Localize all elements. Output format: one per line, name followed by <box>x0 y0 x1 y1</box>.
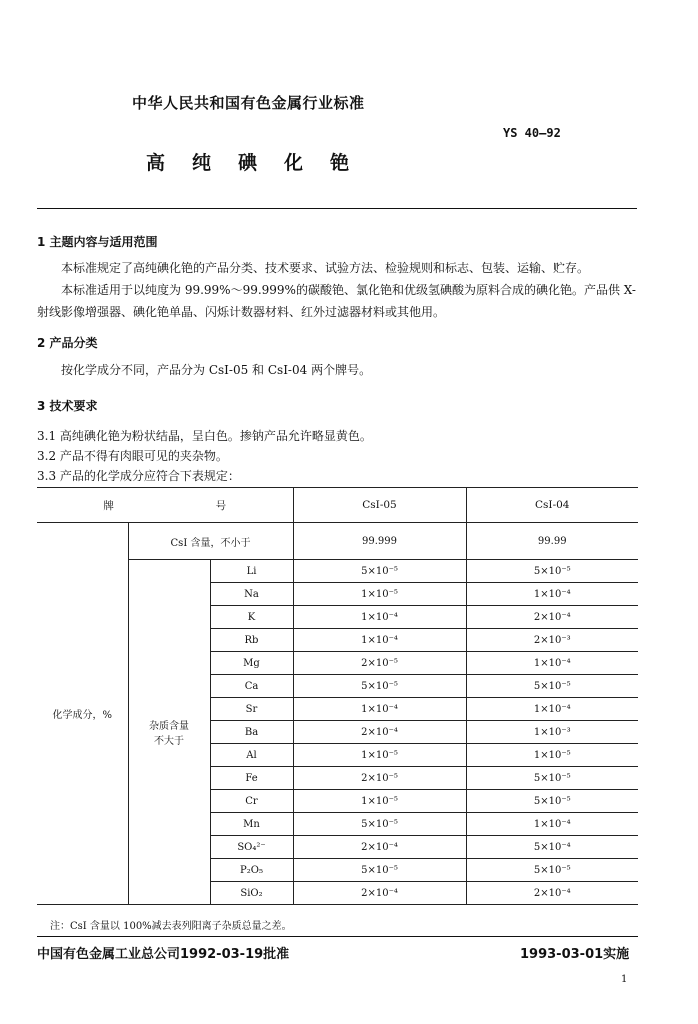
chemical-composition-label: 化学成分，% <box>37 523 128 905</box>
csi-04-impurity-value: 5×10⁻⁴ <box>466 836 638 859</box>
csi-05-impurity-value: 2×10⁻⁵ <box>293 652 466 675</box>
csi-05-impurity-value: 2×10⁻⁴ <box>293 882 466 905</box>
impurity-label-line-1: 杂质含量 <box>149 721 189 732</box>
table-note: 注：CsI 含量以 100%减去表列阳离子杂质总量之差。 <box>50 921 292 932</box>
csi-04-impurity-value: 1×10⁻⁵ <box>466 744 638 767</box>
grade-header-cell <box>37 488 293 523</box>
csi-05-impurity-value: 1×10⁻⁵ <box>293 790 466 813</box>
csi-05-impurity-value: 2×10⁻⁴ <box>293 721 466 744</box>
footer-divider <box>37 936 638 937</box>
csi-05-impurity-value: 1×10⁻⁴ <box>293 629 466 652</box>
implementation-date: 1993-03-01实施 <box>520 947 630 962</box>
section-3-heading: 3 技术要求 <box>37 399 98 413</box>
csi-04-impurity-value: 1×10⁻⁴ <box>466 698 638 721</box>
csi-04-impurity-value: 2×10⁻⁴ <box>466 882 638 905</box>
approval-info: 中国有色金属工业总公司1992-03-19批准 <box>37 947 290 962</box>
csi-05-impurity-value: 1×10⁻⁴ <box>293 606 466 629</box>
csi-05-impurity-value: 1×10⁻⁵ <box>293 744 466 767</box>
csi-05-impurity-value: 1×10⁻⁴ <box>293 698 466 721</box>
impurity-element: Al <box>210 744 293 767</box>
csi-04-impurity-value: 5×10⁻⁵ <box>466 675 638 698</box>
item-3-1: 3.1 高纯碘化铯为粉状结晶，呈白色。掺钠产品允许略显黄色。 <box>37 429 372 443</box>
csi-04-impurity-value: 1×10⁻⁴ <box>466 583 638 606</box>
document-title: 高纯碘化铯 <box>146 152 377 174</box>
section-2-heading: 2 产品分类 <box>37 336 98 350</box>
csi-05-impurity-value: 5×10⁻⁵ <box>293 813 466 836</box>
csi-content-row <box>37 523 638 560</box>
section-2-paragraph: 按化学成分不同，产品分为 CsI-05 和 CsI-04 两个牌号。 <box>61 363 372 377</box>
chemical-composition-table <box>37 487 638 905</box>
csi-content-label: CsI 含量，不小于 <box>128 523 293 560</box>
csi-05-impurity-value: 1×10⁻⁵ <box>293 583 466 606</box>
section-1-paragraph-2: 本标准适用于以纯度为 99.99%～99.999%的碳酸铯、氯化铯和优级氢碘酸为原料合成的碘化铯。产品供 X-射线影像增强器、碘化铯单晶、闪烁计数器材料、红外过滤器材料或其他用。 <box>37 283 636 319</box>
csi-04-impurity-value: 5×10⁻⁵ <box>466 560 638 583</box>
csi-04-impurity-value: 1×10⁻⁴ <box>466 652 638 675</box>
impurity-element: Ba <box>210 721 293 744</box>
impurity-element: Cr <box>210 790 293 813</box>
csi-04-impurity-value: 1×10⁻³ <box>466 721 638 744</box>
csi-05-impurity-value: 5×10⁻⁵ <box>293 675 466 698</box>
section-1-heading: 1 主题内容与适用范围 <box>37 235 158 249</box>
csi-05-impurity-value: 2×10⁻⁴ <box>293 836 466 859</box>
impurity-element: Mn <box>210 813 293 836</box>
grade-csi-04-header: CsI-04 <box>466 488 638 523</box>
header-divider <box>37 208 637 209</box>
csi-04-impurity-value: 2×10⁻³ <box>466 629 638 652</box>
impurity-element: Fe <box>210 767 293 790</box>
csi-04-impurity-value: 5×10⁻⁵ <box>466 767 638 790</box>
impurity-element: Ca <box>210 675 293 698</box>
grade-csi-05-header: CsI-05 <box>293 488 466 523</box>
impurity-label-line-2: 不大于 <box>154 736 184 747</box>
csi-05-content-value: 99.999 <box>293 523 466 560</box>
csi-04-impurity-value: 5×10⁻⁵ <box>466 790 638 813</box>
impurity-row <box>37 560 638 583</box>
grade-header-char-2: 号 <box>215 499 227 512</box>
org-standard-header: 中华人民共和国有色金属行业标准 <box>132 94 365 112</box>
impurity-element: Na <box>210 583 293 606</box>
impurity-element: Li <box>210 560 293 583</box>
page-number: 1 <box>621 974 628 985</box>
impurity-element: Mg <box>210 652 293 675</box>
csi-04-impurity-value: 5×10⁻⁵ <box>466 859 638 882</box>
impurity-element: P₂O₅ <box>210 859 293 882</box>
impurity-element: SO₄²⁻ <box>210 836 293 859</box>
impurity-element: K <box>210 606 293 629</box>
item-3-2: 3.2 产品不得有肉眼可见的夹杂物。 <box>37 449 228 463</box>
csi-04-content-value: 99.99 <box>466 523 638 560</box>
csi-05-impurity-value: 5×10⁻⁵ <box>293 560 466 583</box>
standard-code: YS 40—92 <box>503 126 561 140</box>
impurity-content-label <box>128 560 210 905</box>
csi-05-impurity-value: 5×10⁻⁵ <box>293 859 466 882</box>
table-header-row <box>37 488 638 523</box>
impurity-element: Rb <box>210 629 293 652</box>
section-1-paragraph-1: 本标准规定了高纯碘化铯的产品分类、技术要求、试验方法、检验规则和标志、包装、运输、贮存。 <box>61 261 590 275</box>
csi-04-impurity-value: 2×10⁻⁴ <box>466 606 638 629</box>
impurity-element: SiO₂ <box>210 882 293 905</box>
csi-04-impurity-value: 1×10⁻⁴ <box>466 813 638 836</box>
item-3-3: 3.3 产品的化学成分应符合下表规定： <box>37 469 240 483</box>
grade-header-char-1: 牌 <box>103 499 114 512</box>
impurity-element: Sr <box>210 698 293 721</box>
csi-05-impurity-value: 2×10⁻⁵ <box>293 767 466 790</box>
